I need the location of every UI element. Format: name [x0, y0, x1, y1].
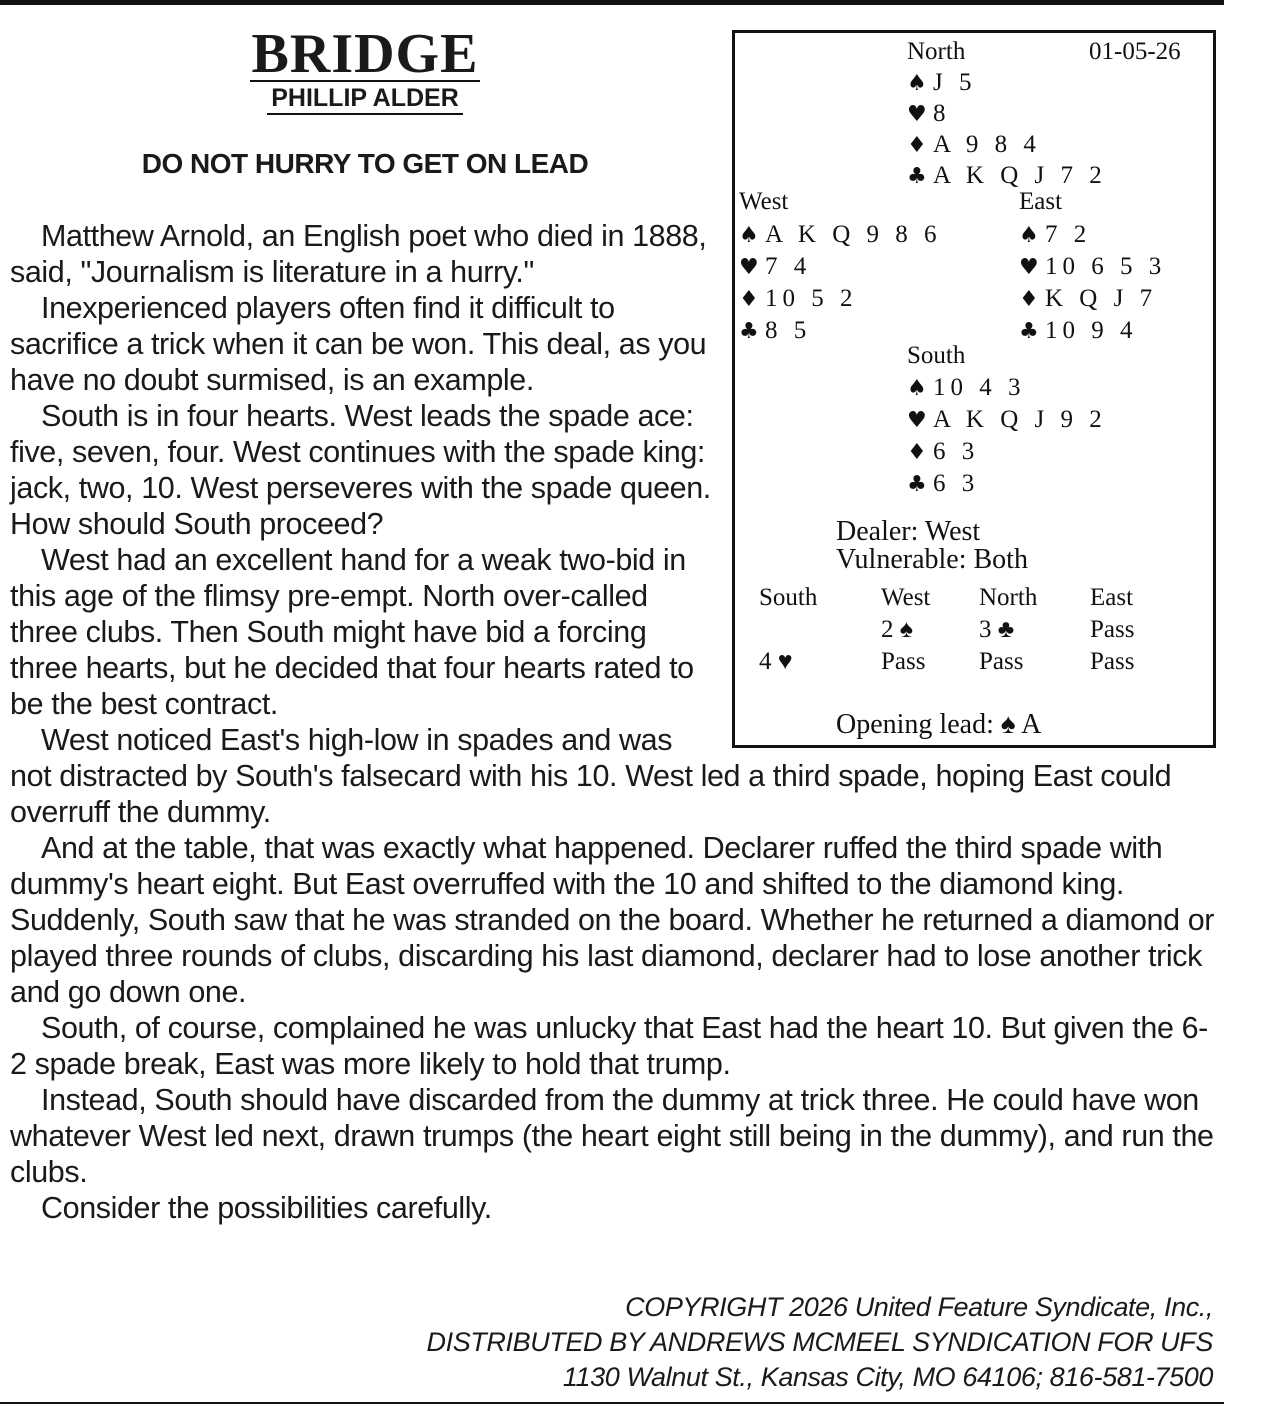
east-diamonds: ♦ K Q J 7 [1019, 283, 1157, 316]
auction-bid: 2 ♠ [881, 616, 914, 643]
north-clubs: ♣ A K Q J 7 2 [907, 160, 1107, 193]
west-hearts: ♥ 7 4 [739, 251, 811, 284]
diamond-icon: ♦ [739, 287, 759, 312]
column-masthead [200, 23, 530, 115]
north-spades: ♠ J 5 [907, 67, 976, 100]
east-label: East [1019, 188, 1063, 215]
south-hearts: ♥ A K Q J 9 2 [907, 404, 1107, 437]
south-diamonds: ♦ 6 3 [907, 436, 979, 469]
opening-lead: Opening lead: ♠ A [836, 709, 1042, 740]
copyright-line: COPYRIGHT 2026 United Feature Syndicate, Inc., [625, 1292, 1213, 1322]
south-clubs: ♣ 6 3 [907, 468, 979, 501]
north-hearts: ♥ 8 [907, 98, 951, 131]
auction-header: East [1090, 584, 1134, 611]
heart-icon: ♥ [907, 408, 927, 433]
north-label: North [907, 38, 966, 65]
spade-icon: ♠ [907, 71, 927, 96]
deal-date: 01-05-26 [1089, 38, 1181, 65]
west-diamonds: ♦ 10 5 2 [739, 283, 858, 316]
east-clubs: ♣ 10 9 4 [1019, 315, 1138, 348]
address-line: 1130 Walnut St., Kansas City, MO 64106; 816-581-7500 [562, 1362, 1213, 1392]
north-diamonds: ♦ A 9 8 4 [907, 129, 1041, 162]
auction-bid: 3 ♣ [979, 616, 1015, 643]
club-icon: ♣ [739, 319, 759, 344]
auction-header: North [979, 584, 1038, 611]
west-spades: ♠ A K Q 9 8 6 [739, 219, 942, 252]
heart-icon: ♥ [1019, 255, 1039, 280]
auction-bid: 4 ♥ [759, 648, 793, 675]
article-paragraph: Matthew Arnold, an English poet who died in 1888, said, "Journalism is literature in a hurry." [10, 219, 707, 289]
article-paragraph: Instead, South should have discarded from the dummy at trick three. He could have won whatever West led next, drawn trumps (the heart eight still being in the dummy), and run the clubs. [10, 1083, 1214, 1189]
spade-icon: ♠ [739, 223, 759, 248]
west-clubs: ♣ 8 5 [739, 315, 811, 348]
bridge-deal-diagram [732, 30, 1216, 748]
club-icon: ♣ [1019, 319, 1039, 344]
east-hearts: ♥ 10 6 5 3 [1019, 251, 1166, 284]
auction-header: West [881, 584, 931, 611]
author-name: PHILLIP ALDER [267, 83, 463, 115]
club-icon: ♣ [907, 472, 927, 497]
copyright-notice [313, 1290, 1213, 1395]
west-label: West [739, 188, 789, 215]
article-headline: DO NOT HURRY TO GET ON LEAD [141, 148, 589, 179]
club-icon: ♣ [907, 164, 927, 189]
auction-bid: Pass [1090, 616, 1135, 643]
vulnerability-info: Vulnerable: Both [836, 544, 1028, 575]
article-paragraph: Consider the possibilities carefully. [41, 1191, 492, 1225]
spade-icon: ♠ [1019, 223, 1039, 248]
bottom-rule [0, 1402, 1224, 1404]
article-paragraph: And at the table, that was exactly what happened. Declarer ruffed the third spade with dummy's heart eight. But East overruffed with the 10 and shifted to the diamond king. Suddenly, South saw that he was stranded on the board. Whether he returned a diamond or played three rounds of clubs, discarding his last diamond, declarer had to lose another trick and go down one. [10, 831, 1215, 1009]
article-paragraph: West had an excellent hand for a weak two-bid in this age of the flimsy pre-empt. North over-called three clubs. Then South might have bid a forcing three hearts, but he decided that four hearts rated to be the best contract. [10, 543, 694, 721]
heart-icon: ♥ [739, 255, 759, 280]
auction-bid: Pass [979, 648, 1024, 675]
south-label: South [907, 342, 966, 369]
east-spades: ♠ 7 2 [1019, 219, 1091, 252]
south-spades: ♠ 10 4 3 [907, 372, 1026, 405]
diamond-icon: ♦ [907, 133, 927, 158]
heart-icon: ♥ [907, 102, 927, 127]
article-paragraph: Inexperienced players often find it difficult to sacrifice a trick when it can be won. This deal, as you have no doubt surmised, is an example. [10, 291, 707, 397]
spade-icon: ♠ [907, 376, 927, 401]
article-paragraph: South, of course, complained he was unlucky that East had the heart 10. But given the 6-2 spade break, East was more likely to hold that trump. [10, 1011, 1208, 1081]
distribution-line: DISTRIBUTED BY ANDREWS MCMEEL SYNDICATION FOR UFS [426, 1327, 1213, 1357]
top-rule [0, 0, 1224, 5]
diamond-icon: ♦ [1019, 287, 1039, 312]
column-title: BRIDGE [251, 23, 479, 85]
auction-bid: Pass [881, 648, 926, 675]
dealer-info: Dealer: West [836, 516, 981, 547]
auction-bid: Pass [1090, 648, 1135, 675]
diamond-icon: ♦ [907, 440, 927, 465]
article-paragraph: West noticed East's high-low in spades and was not distracted by South's falsecard with his 10. West led a third spade, hoping East could overruff the dummy. [10, 723, 1172, 829]
article-paragraph: South is in four hearts. West leads the spade ace: five, seven, four. West continues with the spade king: jack, two, 10. West perseveres with the spade queen. How should South proceed? [10, 399, 711, 541]
auction-header: South [759, 584, 818, 611]
